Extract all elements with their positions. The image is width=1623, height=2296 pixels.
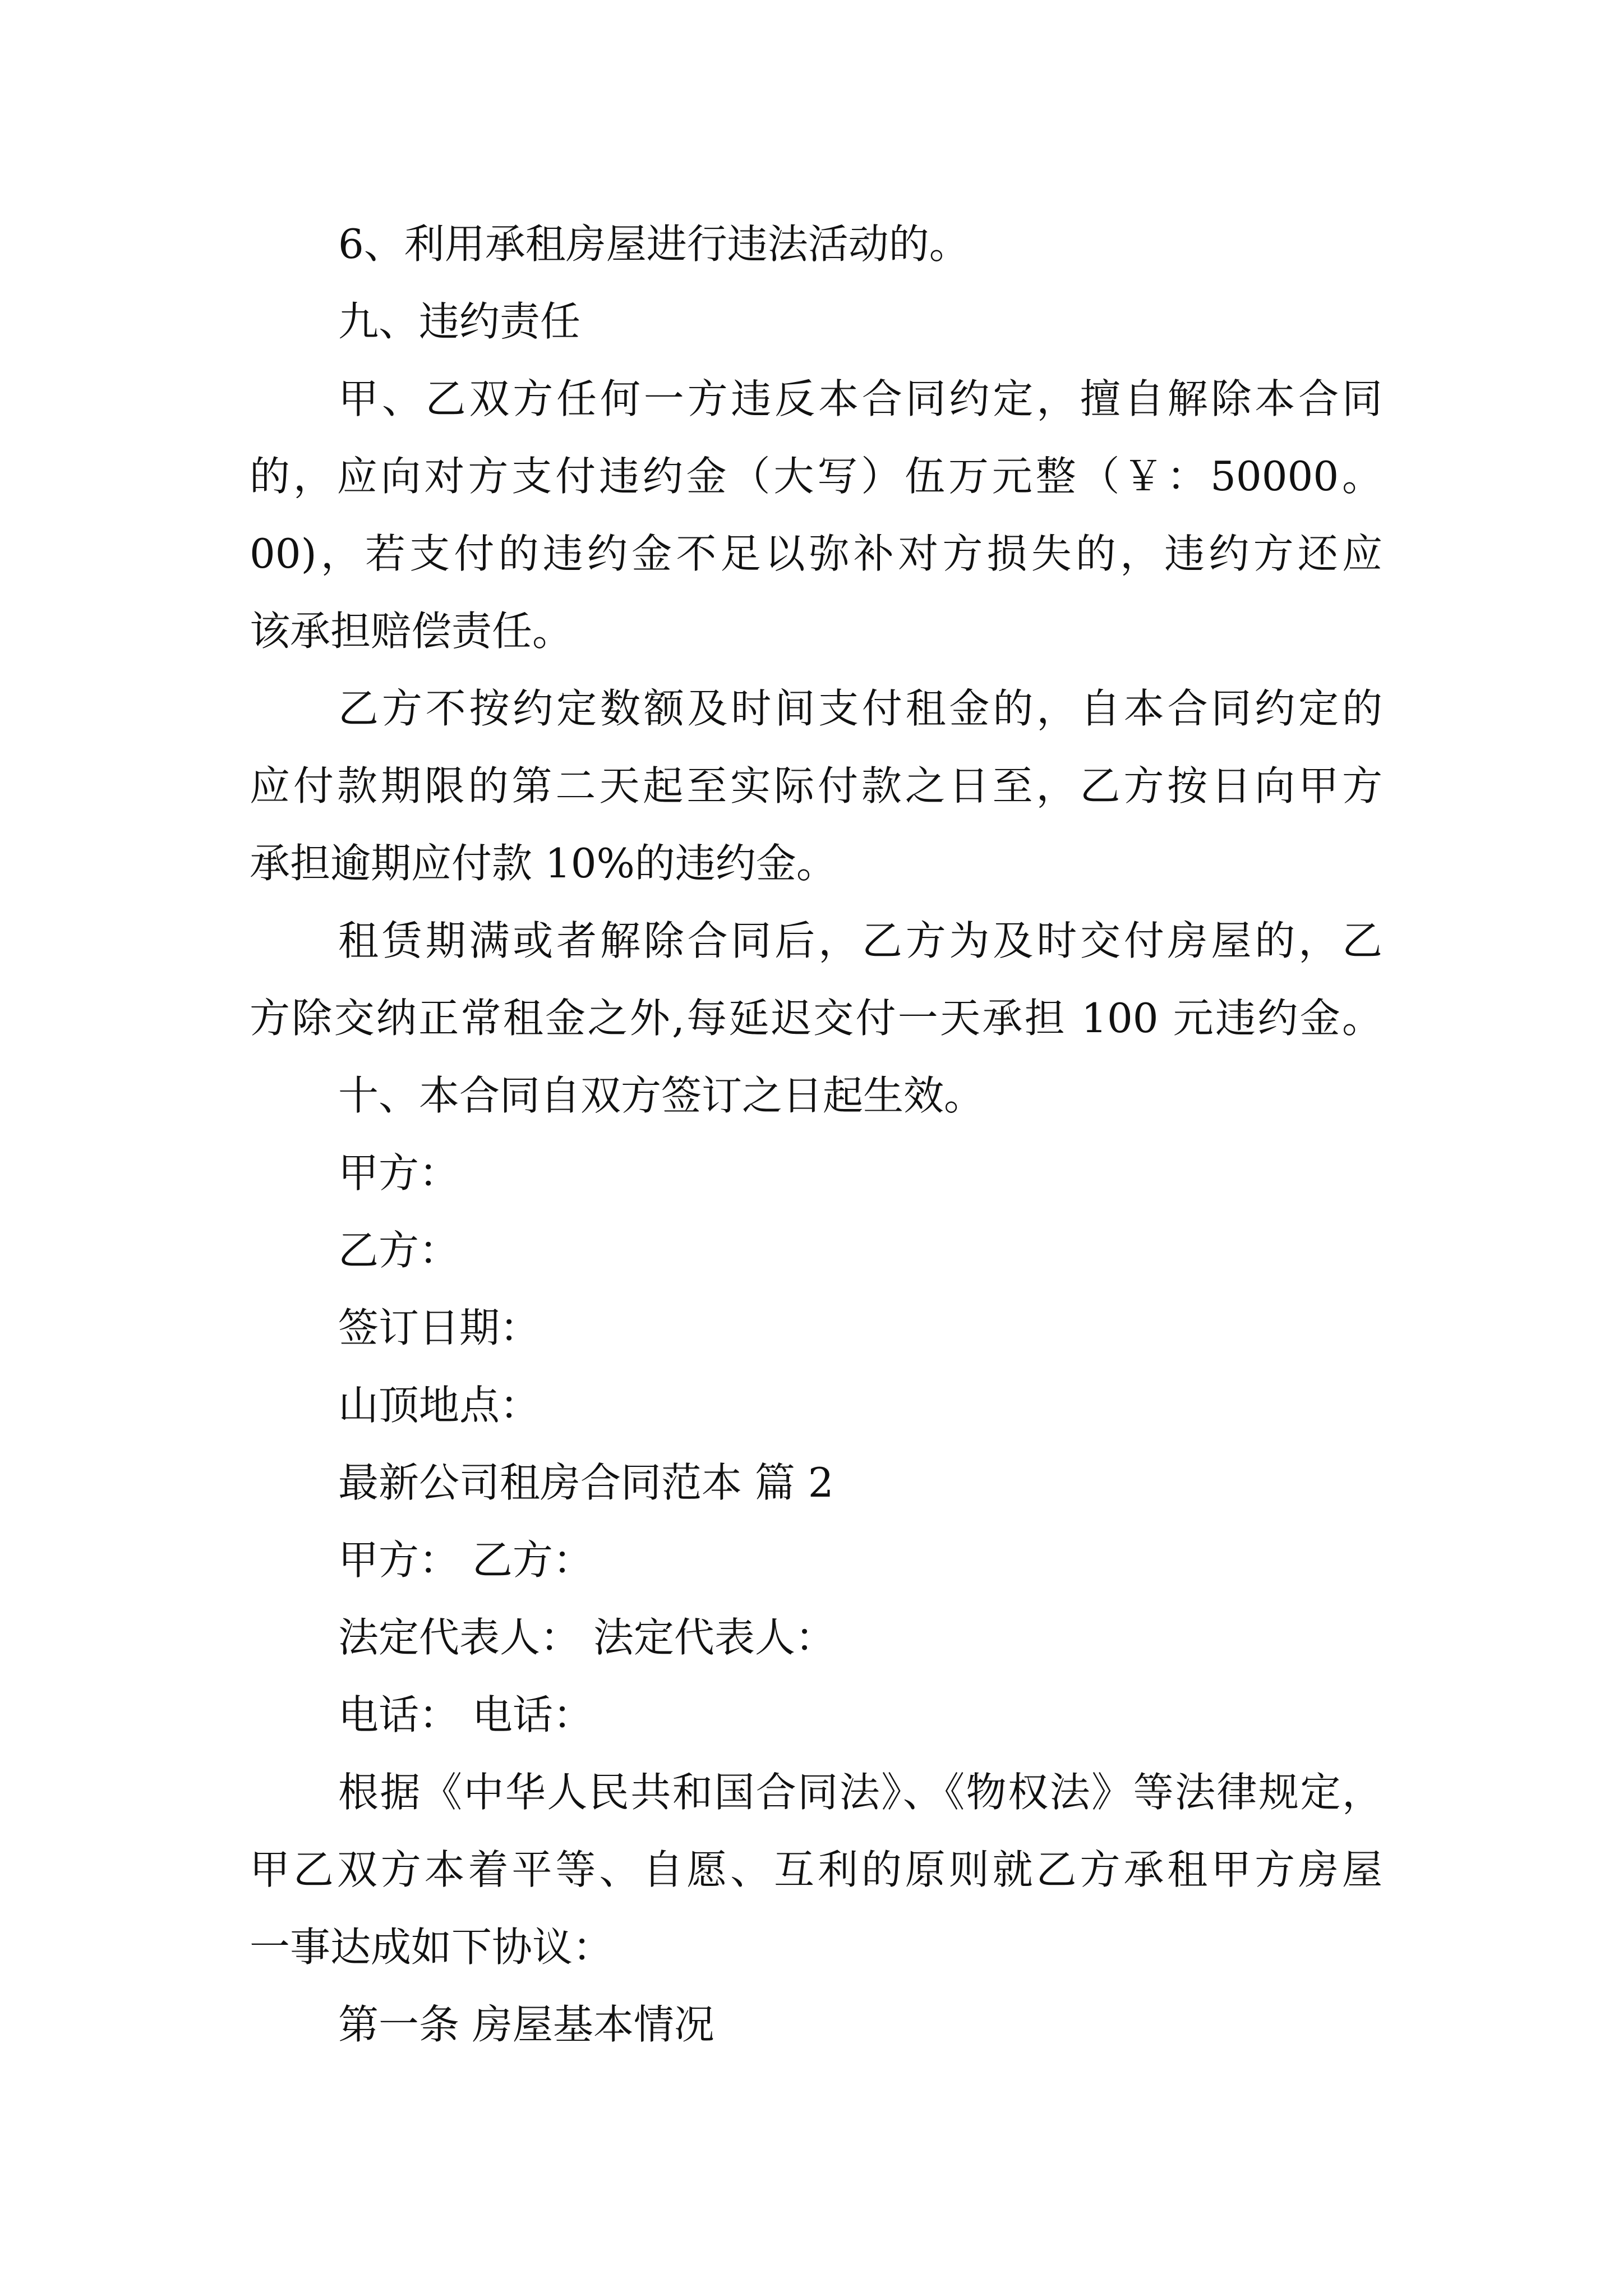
paragraph-line: 乙方不按约定数额及时间支付租金的，自本合同约定的 — [338, 685, 1382, 732]
paragraph-line: 租赁期满或者解除合同后，乙方为及时交付房屋的，乙 — [338, 917, 1382, 964]
paragraph-line: 00)，若支付的违约金不足以弥补对方损失的，违约方还应 — [250, 530, 1382, 577]
section-9-heading: 九、违约责任 — [338, 298, 581, 345]
signing-location-line: 山顶地点： — [338, 1382, 541, 1429]
article-2-title: 最新公司租房合同范本 篇 2 — [338, 1459, 834, 1506]
phone-line: 电话： 电话： — [338, 1691, 593, 1738]
paragraph-line: 承担逾期应付款 10%的违约金。 — [250, 840, 837, 887]
parties-line: 甲方： 乙方： — [338, 1536, 593, 1584]
article-1-heading: 第一条 房屋基本情况 — [338, 2001, 714, 2048]
paragraph-line: 应付款期限的第二天起至实际付款之日至，乙方按日向甲方 — [250, 762, 1382, 809]
signing-date-line: 签订日期： — [338, 1304, 541, 1351]
section-10-line: 十、本合同自双方签订之日起生效。 — [338, 1072, 985, 1119]
clause-6-line: 6、利用承租房屋进行违法活动的。 — [338, 220, 970, 268]
paragraph-line: 甲、乙双方任何一方违反本合同约定，擅自解除本合同 — [338, 375, 1382, 422]
paragraph-line: 根据《中华人民共和国合同法》、《物权法》等法律规定， — [338, 1769, 1382, 1816]
paragraph-line: 的，应向对方支付违约金（大写）伍万元整（￥：50000。 — [250, 453, 1382, 500]
document-body — [250, 205, 1382, 2063]
party-b-signature-line: 乙方： — [338, 1227, 460, 1274]
paragraph-line: 甲乙双方本着平等、自愿、互利的原则就乙方承租甲方房屋 — [250, 1846, 1382, 1893]
paragraph-line: 该承担赔偿责任。 — [250, 608, 573, 655]
paragraph-line: 方除交纳正常租金之外,每延迟交付一天承担 100 元违约金。 — [250, 995, 1382, 1042]
legal-representatives-line: 法定代表人： 法定代表人： — [338, 1614, 836, 1661]
party-a-signature-line: 甲方： — [338, 1149, 460, 1197]
paragraph-line: 一事达成如下协议： — [250, 1924, 614, 1971]
